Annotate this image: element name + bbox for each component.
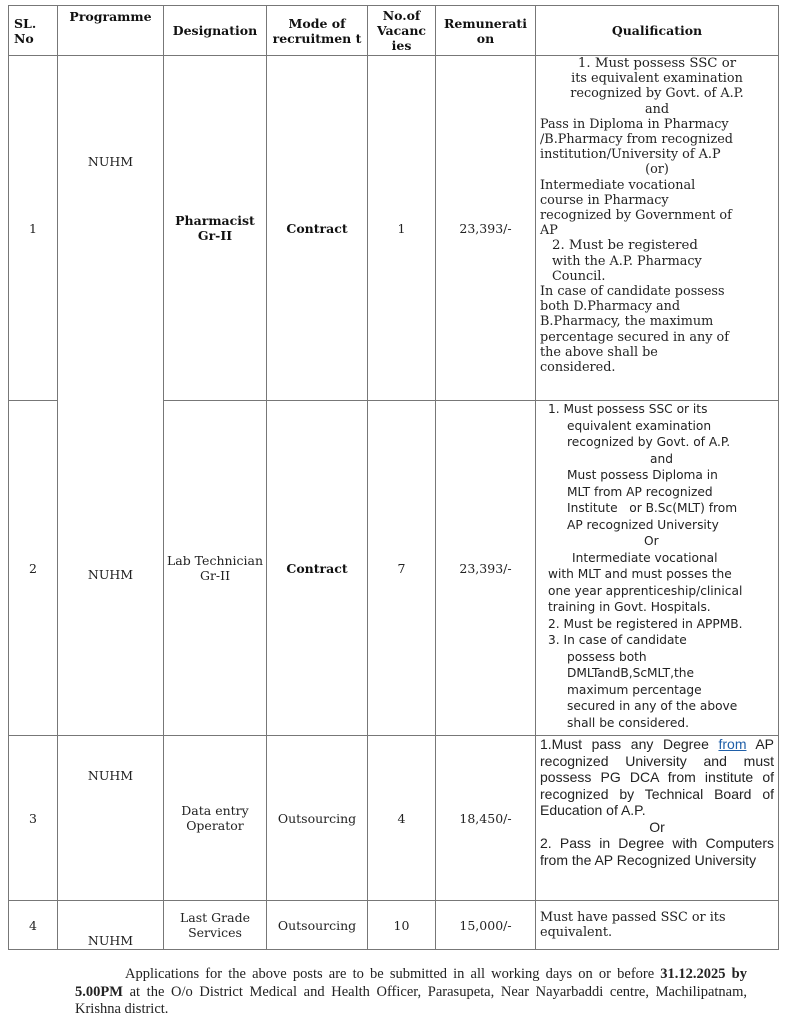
qual-line: maximum percentage xyxy=(567,682,702,697)
remuneration-cell: 23,393/- xyxy=(436,56,536,401)
qual-line: considered. xyxy=(540,360,616,376)
qual-line: recognized by Government of xyxy=(540,208,732,224)
qual-line: 2. Must be registered xyxy=(552,238,698,254)
qual-line: course in Pharmacy xyxy=(540,192,669,208)
qual-line: institution/University of A.P xyxy=(540,147,721,163)
vacancies-cell: 10 xyxy=(368,901,436,950)
application-note xyxy=(75,966,747,1019)
qual-line: In case of candidate possess xyxy=(540,284,725,300)
qual-line: one year apprenticeship/clinical xyxy=(548,583,743,598)
qual-line: B.Pharmacy, the maximum xyxy=(540,314,714,330)
table-row xyxy=(9,736,779,901)
qual-line: DMLTandB,ScMLT,the xyxy=(567,666,694,680)
qual-line: /B.Pharmacy from recognized xyxy=(540,132,733,148)
qual-line: equivalent examination xyxy=(567,418,712,433)
qual-line: AP recognized University xyxy=(567,517,719,532)
qual-line: recognized by Govt. of A.P. xyxy=(567,435,731,449)
qualification-cell xyxy=(536,736,779,901)
qual-line: 2. Must be registered in APPMB. xyxy=(548,616,743,631)
programme-cell: NUHM xyxy=(58,736,164,901)
qual-line: with MLT and must posses the xyxy=(548,567,732,581)
designation-cell: Pharmacist Gr-II xyxy=(164,56,267,401)
table-row xyxy=(9,901,779,950)
recruitment-table xyxy=(8,5,779,950)
remuneration-cell: 23,393/- xyxy=(436,401,536,736)
qual-text: 1.Must pass any Degree xyxy=(540,736,709,752)
remuneration-cell: 18,450/- xyxy=(436,736,536,901)
qual-line: percentage secured in any of xyxy=(540,329,729,345)
qual-line: with the A.P. Pharmacy xyxy=(552,253,702,269)
sl-no-cell: 3 xyxy=(9,736,58,901)
header-vacancies: No.of Vacanc ies xyxy=(368,6,436,56)
qual-line: Or xyxy=(649,818,665,835)
header-qualification: Qualification xyxy=(536,6,779,56)
qual-line: AP xyxy=(540,223,558,239)
qual-line: training in Govt. Hospitals. xyxy=(548,600,711,614)
mode-cell: Contract xyxy=(267,401,368,736)
vacancies-cell: 7 xyxy=(368,401,436,736)
table-header-row xyxy=(9,6,779,56)
vacancies-cell: 4 xyxy=(368,736,436,901)
footer-text-a: Applications for the above posts are to be submitted in all working days on or before xyxy=(125,966,655,982)
qual-line: recognized by Govt. of A.P. xyxy=(570,86,744,102)
qual-line: its equivalent examination xyxy=(571,71,743,87)
qual-text: AP recognized University and must possess PG DCA from institute of recognized by Technical Board of Education of A.P. xyxy=(540,736,774,818)
qual-line: and xyxy=(650,451,673,466)
header-designation: Designation xyxy=(164,6,267,56)
qual-line: and xyxy=(644,101,670,117)
designation-cell: Lab Technician Gr-II xyxy=(164,401,267,736)
qual-line: shall be considered. xyxy=(567,715,689,730)
qual-line: MLT from AP recognized xyxy=(567,484,713,499)
mode-cell: Outsourcing xyxy=(267,901,368,950)
qualification-cell xyxy=(536,56,779,401)
qualification-cell xyxy=(536,401,779,736)
qual-paragraph: 2. Pass in Degree with Computers from the AP Recognized University xyxy=(540,835,774,868)
footer-deadline: 31.12.2025 by 5.00PM xyxy=(75,966,747,1000)
header-sl-no: SL. No xyxy=(9,6,58,56)
programme-cell: NUHM xyxy=(58,901,164,950)
header-programme: Programme xyxy=(58,6,164,56)
designation-cell: Data entry Operator xyxy=(164,736,267,901)
mode-cell: Contract xyxy=(267,56,368,401)
qual-line: secured in any of the above xyxy=(567,699,738,713)
from-link[interactable]: from xyxy=(718,736,747,752)
qual-line: both D.Pharmacy and xyxy=(540,299,681,315)
mode-cell: Outsourcing xyxy=(267,736,368,901)
table-row xyxy=(9,56,779,401)
programme-text: NUHM xyxy=(87,567,134,582)
sl-no-cell: 2 xyxy=(9,401,58,736)
footer-text-b: at the O/o District Medical and Health Officer, Parasupeta, Near Nayarbaddi centre, Machilipatnam, Krishna district. xyxy=(75,983,748,1017)
designation-cell: Last Grade Services xyxy=(164,901,267,950)
qual-line: Or xyxy=(644,534,659,548)
qual-line: Intermediate vocational xyxy=(572,550,718,565)
vacancies-cell: 1 xyxy=(368,56,436,401)
qual-line: the above shall be xyxy=(540,344,658,360)
qualification-cell: Must have passed SSC or its equivalent. xyxy=(536,901,779,950)
qual-line: 1. Must possess SSC or xyxy=(577,56,737,71)
programme-text: NUHM xyxy=(87,154,134,169)
qual-line: Council. xyxy=(552,268,606,284)
qual-line: Intermediate vocational xyxy=(540,177,696,193)
header-mode: Mode of recruitmen t xyxy=(267,6,368,56)
sl-no-cell: 4 xyxy=(9,901,58,950)
qual-line: 3. In case of candidate xyxy=(548,633,687,647)
qual-line: Must possess Diploma in xyxy=(567,468,718,482)
qual-line: (or) xyxy=(645,162,669,178)
sl-no-cell: 1 xyxy=(9,56,58,401)
remuneration-cell: 15,000/- xyxy=(436,901,536,950)
header-remuneration: Remunerati on xyxy=(436,6,536,56)
qual-line: possess both xyxy=(567,649,647,664)
qual-line: Institute or B.Sc(MLT) from xyxy=(567,501,738,515)
qual-line: 1. Must possess SSC or its xyxy=(548,402,708,416)
qual-paragraph xyxy=(540,736,774,819)
qual-line: Pass in Diploma in Pharmacy xyxy=(540,116,729,132)
programme-cell xyxy=(58,56,164,736)
